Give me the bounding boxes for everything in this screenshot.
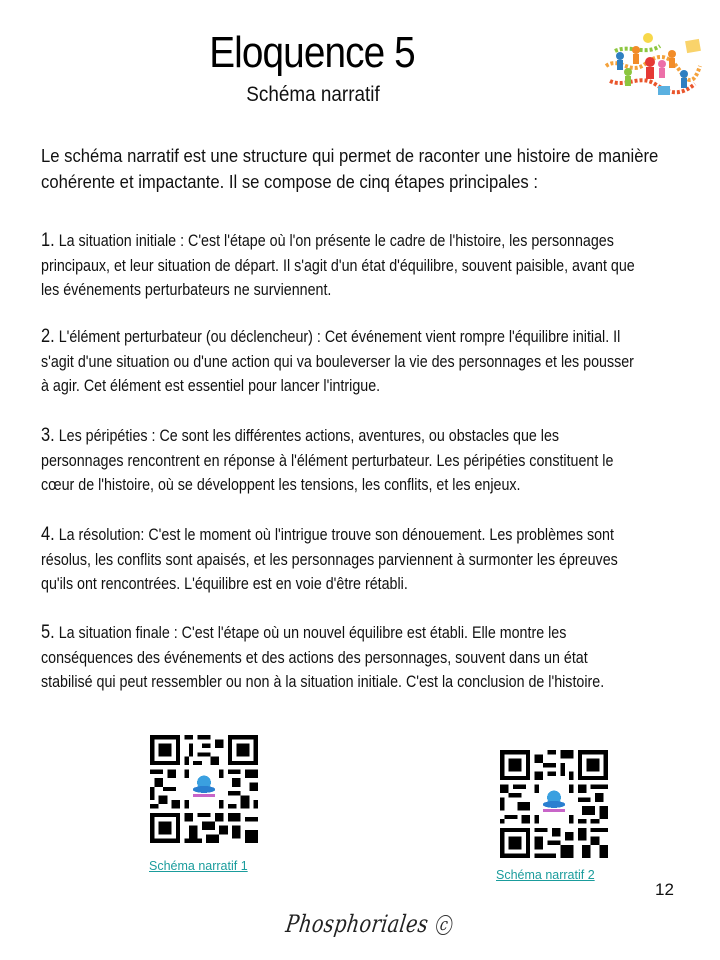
- step-text-line: Les péripéties : Ce sont les différentes actions, aventures, ou obstacles que les: [58, 427, 560, 445]
- brand-name: Phosphoriales: [284, 910, 431, 938]
- qr-code-icon[interactable]: [500, 750, 608, 858]
- step-5: [41, 621, 681, 695]
- copyright-icon: c: [435, 915, 454, 935]
- step-text-line: qu'ils ont rencontrées. L'équilibre est en voie d'être rétabli.: [41, 575, 408, 593]
- step-3: [41, 424, 681, 498]
- step-text-line: L'élément perturbateur (ou déclencheur) : Cet événement vient rompre l'équilibre initial. Il: [58, 328, 621, 346]
- step-text-line: principaux, et leur situation de départ. Il s'agit d'un état d'équilibre, souvent paisible, avant que: [41, 256, 635, 275]
- qr-link-schema-narratif-1[interactable]: Schéma narratif 1: [149, 859, 248, 873]
- page-subtitle: Schéma narratif: [246, 83, 380, 106]
- step-text-line: La situation initiale : C'est l'étape où l'on présente le cadre de l'histoire, les personnages: [58, 232, 614, 250]
- qr-code-icon[interactable]: [150, 735, 258, 843]
- step-text-line: La situation finale : C'est l'étape où un nouvel équilibre est établi. Elle montre les: [58, 624, 567, 642]
- network-people-logo-icon: [600, 26, 704, 102]
- step-number: 3.: [41, 425, 55, 446]
- step-text-line: à agir. Cet élément est essentiel pour lancer l'intrigue.: [41, 377, 381, 395]
- step-number: 2.: [41, 326, 55, 347]
- page-number: 12: [655, 880, 674, 899]
- step-text-line: s'agit d'une situation ou d'une action qui va bouleverser la vie des personnages et les pousser: [41, 352, 634, 371]
- footer-brand: [284, 910, 454, 938]
- step-text-line: personnages rencontrent en réponse à l'élément perturbateur. Les péripéties constituent le: [41, 451, 614, 470]
- step-text-line: cœur de l'histoire, où se développent les tensions, les conflits, et les enjeux.: [41, 476, 521, 494]
- step-4: [41, 523, 681, 597]
- step-text-line: conséquences des événements et des actions des personnages, souvent dans un état: [41, 648, 588, 667]
- step-text-line: stabilisé qui peut ressembler ou non à la situation initiale. C'est la conclusion de l'histoire.: [41, 673, 605, 691]
- page-title: Eloquence 5: [209, 28, 415, 77]
- qr-link-schema-narratif-2[interactable]: Schéma narratif 2: [496, 868, 595, 882]
- step-1: [41, 229, 681, 303]
- step-2: [41, 325, 681, 399]
- step-number: 4.: [41, 524, 55, 545]
- step-number: 5.: [41, 622, 55, 643]
- intro-paragraph: Le schéma narratif est une structure qui permet de raconter une histoire de manière cohérente et impactante. Il se compose de cinq étapes principales :: [41, 145, 659, 192]
- step-text-line: résolus, les conflits sont apaisés, et les personnages parviennent à surmonter les épreuves: [41, 550, 618, 569]
- step-number: 1.: [41, 230, 55, 251]
- step-text-line: les événements perturbateurs ne surviennent.: [41, 281, 332, 299]
- step-text-line: La résolution: C'est le moment où l'intrigue trouve son dénouement. Les problèmes sont: [58, 526, 614, 544]
